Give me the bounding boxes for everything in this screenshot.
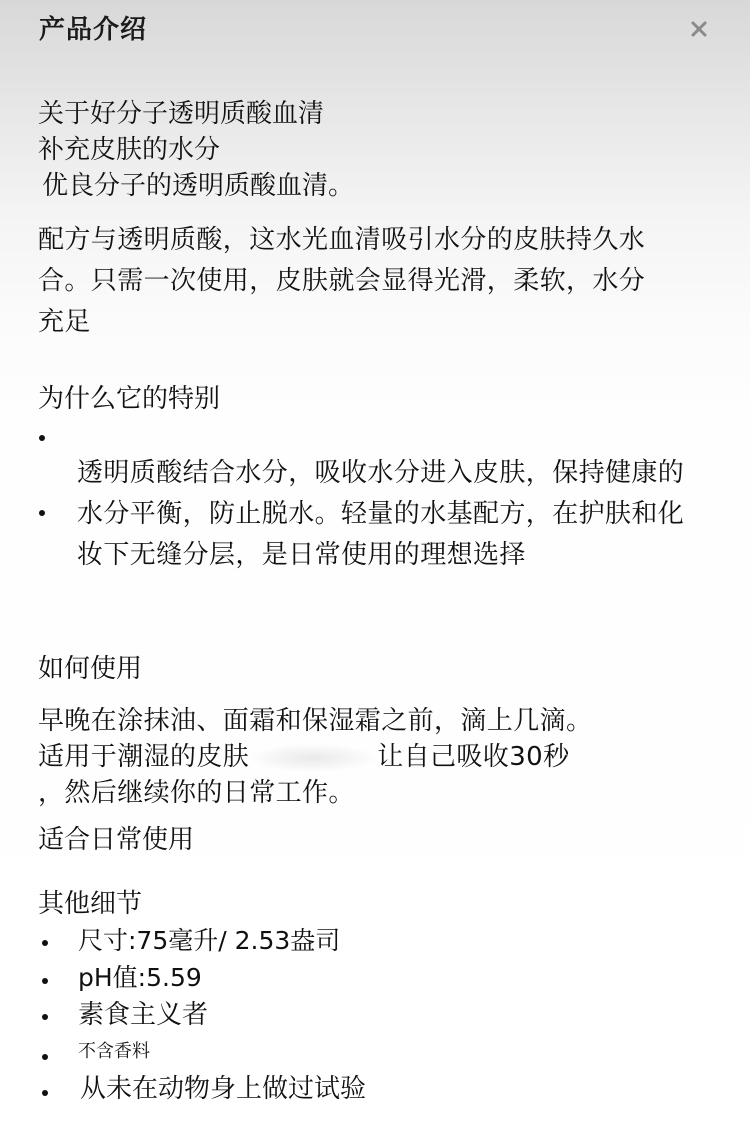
intro-line-2: 补充皮肤的水分 bbox=[38, 135, 221, 165]
details-item-fragrance-free: 不含香料 bbox=[78, 1041, 150, 1062]
intro-paragraph bbox=[38, 220, 718, 343]
how-to-use-line-1: 早晚在涂抹油、面霜和保湿霜之前，滴上几滴。 bbox=[38, 706, 593, 736]
why-bullet-item bbox=[38, 453, 718, 576]
how-to-use-heading: 如何使用 bbox=[38, 654, 143, 684]
intro-line-1: 关于好分子透明质酸血清 bbox=[38, 99, 325, 129]
bullet-dot bbox=[42, 940, 48, 946]
list-item bbox=[38, 996, 718, 1034]
close-icon bbox=[689, 19, 709, 39]
details-item-ph: pH值:5.59 bbox=[78, 963, 202, 992]
why-text-line-2: 水分平衡，防止脱水。轻量的水基配方，在护肤和化 bbox=[77, 499, 685, 529]
how-to-use-line-2-suffix: 让自己吸收30秒 bbox=[377, 742, 570, 772]
details-list bbox=[38, 922, 718, 1108]
intro-line-3: 优良分子的透明质酸血清。 bbox=[42, 171, 355, 201]
bullet-dot bbox=[42, 1054, 48, 1060]
details-heading: 其他细节 bbox=[38, 889, 143, 919]
blurred-redaction bbox=[249, 744, 377, 772]
panel-header bbox=[0, 0, 750, 70]
bullet-dot bbox=[42, 1090, 48, 1096]
intro-paragraph-line-3: 充足 bbox=[38, 307, 91, 337]
bullet-dot bbox=[39, 510, 45, 516]
daily-use-note: 适合日常使用 bbox=[38, 825, 195, 855]
why-text-line-3: 妆下无缝分层，是日常使用的理想选择 bbox=[77, 540, 526, 570]
intro-paragraph-line-1: 配方与透明质酸，这水光血清吸引水分的皮肤持久水 bbox=[38, 225, 646, 255]
how-to-use-line-2-prefix: 适用于潮湿的皮肤 bbox=[38, 742, 250, 772]
why-heading: 为什么它的特别 bbox=[38, 384, 221, 414]
how-to-use-line-3: ，然后继续你的日常工作。 bbox=[38, 778, 355, 808]
details-item-size: 尺寸:75毫升/ 2.53盎司 bbox=[78, 926, 341, 955]
how-to-use-text bbox=[38, 703, 718, 811]
list-item bbox=[38, 1034, 718, 1070]
why-text-line-1: 透明质酸结合水分，吸收水分进入皮肤，保持健康的 bbox=[77, 458, 685, 488]
product-description bbox=[38, 96, 718, 1108]
panel-title: 产品介绍 bbox=[39, 15, 148, 45]
why-bullet-empty bbox=[38, 429, 718, 447]
why-bullet-text bbox=[38, 453, 697, 576]
details-item-vegan: 素食主义者 bbox=[78, 1000, 209, 1030]
close-button[interactable] bbox=[684, 14, 714, 44]
list-item bbox=[38, 960, 718, 996]
details-item-cruelty-free: 从未在动物身上做过试验 bbox=[80, 1074, 367, 1104]
how-to-use-line-2 bbox=[38, 739, 718, 775]
list-item bbox=[38, 922, 718, 960]
bullet-dot bbox=[42, 1014, 48, 1020]
bullet-dot bbox=[42, 978, 48, 984]
list-item bbox=[38, 1070, 718, 1108]
bullet-dot bbox=[39, 435, 45, 441]
intro-paragraph-line-2: 合。只需一次使用，皮肤就会显得光滑，柔软，水分 bbox=[38, 266, 646, 296]
